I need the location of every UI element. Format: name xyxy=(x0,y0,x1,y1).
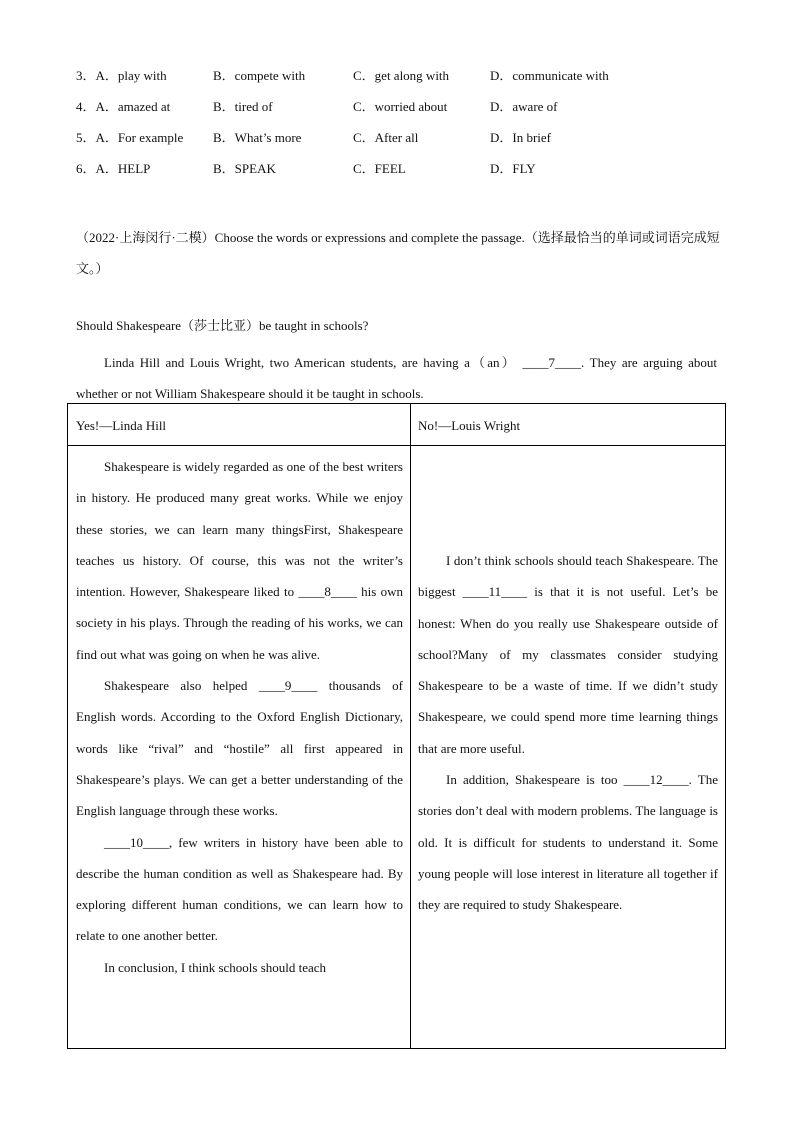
paragraph: I don’t think schools should teach Shakespeare. The biggest ____11____ is that it is not useful. Let’s be honest: When do you really use Shakespeare outside of school?Many of my classmates consider studying Shakespeare to be a waste of time. If we didn’t study Shakespeare, we could spend more time learning things that are more useful. xyxy=(418,553,718,756)
option-a: 3．A．play with xyxy=(76,68,167,83)
option-c: C．get along with xyxy=(353,68,450,83)
option-d: D．communicate with xyxy=(490,68,609,83)
intro-paragraph: Linda Hill and Louis Wright, two American students, are having a（an） ____7____. They are arguing about whether or not William Shakespeare should it be taught in schools. xyxy=(76,355,717,401)
paragraph: Shakespeare also helped ____9____ thousands of English words. According to the Oxford English Dictionary, words like “rival” and “hostile” all first appeared in Shakespeare’s plays. We can get a better understanding of the English language through these works. xyxy=(76,678,403,819)
right-column-body xyxy=(418,545,718,921)
option-b: B．What’s more xyxy=(213,130,302,145)
header-divider xyxy=(68,445,725,446)
right-column-header: No!—Louis Wright xyxy=(418,418,521,433)
option-a: 4．A．amazed at xyxy=(76,99,171,114)
left-column-body xyxy=(76,451,403,983)
option-b: B．tired of xyxy=(213,99,273,114)
column-divider xyxy=(410,404,411,1048)
option-b: B．SPEAK xyxy=(213,161,276,176)
option-a: 5．A．For example xyxy=(76,130,184,145)
option-d: D．In brief xyxy=(490,130,552,145)
option-c: C．After all xyxy=(353,130,419,145)
paragraph: In conclusion, I think schools should teach xyxy=(104,959,327,975)
paragraph: In addition, Shakespeare is too ____12____. The stories don’t deal with modern problems. The language is old. It is difficult for students to understand it. Some young people will lose interest in literature all together if they are required to study Shakespeare. xyxy=(418,772,718,913)
exercise-source-line: （2022·上海闵行·二模）Choose the words or expressions and complete the passage.（选择最恰当的单词或词语完成短文。） xyxy=(76,230,720,276)
option-b: B．compete with xyxy=(213,68,306,83)
debate-table xyxy=(67,403,726,1049)
paragraph: Shakespeare is widely regarded as one of the best writers in history. He produced many great works. While we enjoy these stories, we can learn many thingsFirst, Shakespeare teaches us history. Of course, this was not the writer’s intention. However, Shakespeare liked to ____8____ his own society in his plays. Through the reading of his works, we can find out what was going on when he was alive. xyxy=(76,459,403,662)
option-c: C．FEEL xyxy=(353,161,406,176)
left-column-header: Yes!—Linda Hill xyxy=(76,418,167,433)
option-c: C．worried about xyxy=(353,99,448,114)
option-d: D．FLY xyxy=(490,161,536,176)
paragraph: ____10____, few writers in history have been able to describe the human condition as well as Shakespeare had. By exploring different human conditions, we can learn how to relate to one another better. xyxy=(76,834,403,944)
option-d: D．aware of xyxy=(490,99,558,114)
passage-title: Should Shakespeare（莎士比亚）be taught in schools? xyxy=(76,318,369,333)
option-a: 6．A．HELP xyxy=(76,161,151,176)
